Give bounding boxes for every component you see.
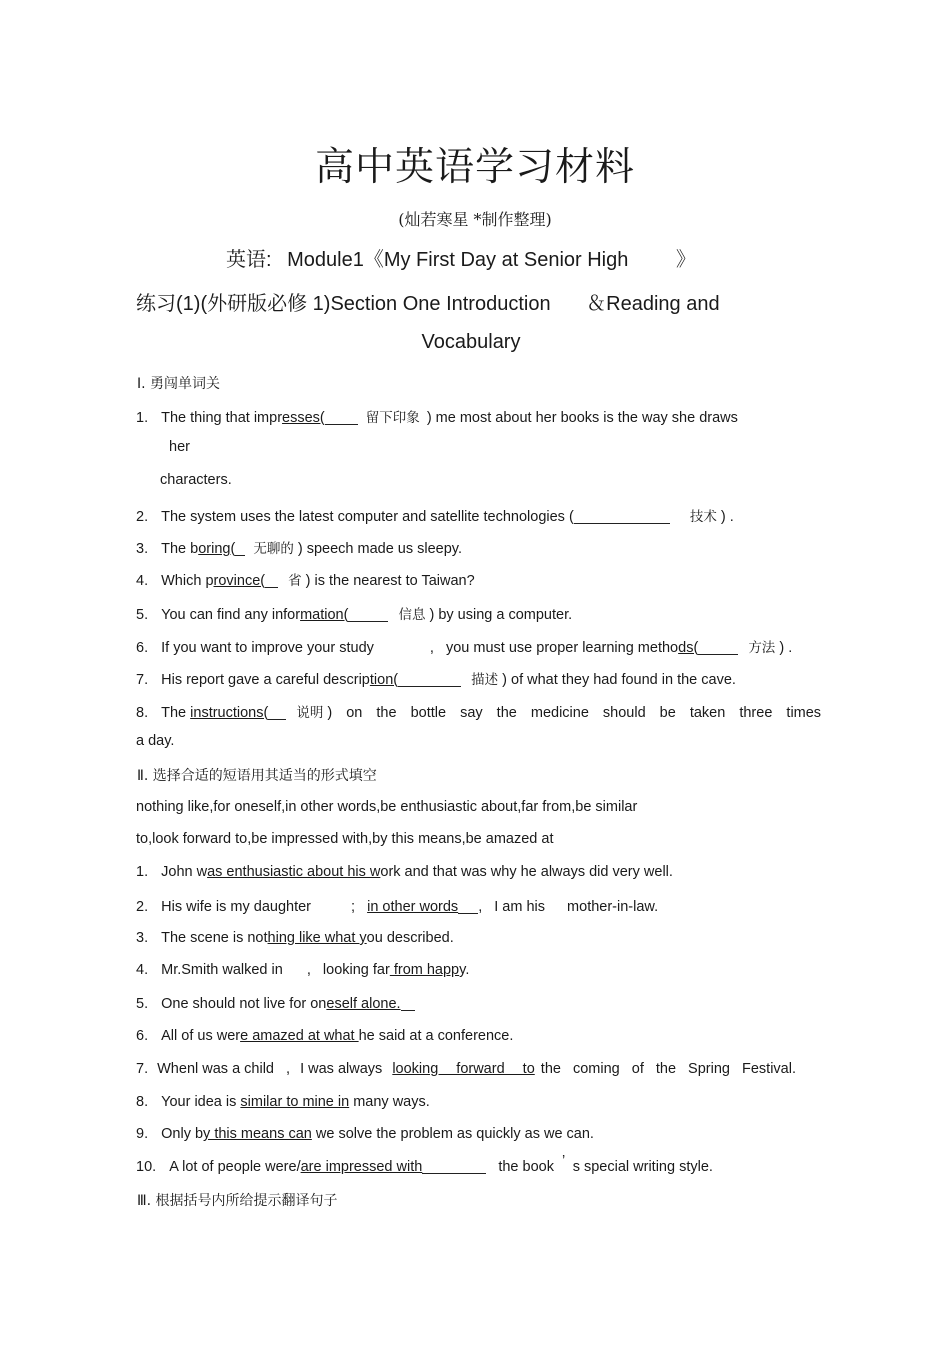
section-3-label: Ⅲ. 根据括号内所给提示翻译句子 — [137, 1193, 338, 1209]
s2-item-1: 1. John was enthusiastic about his work and that was why he always did very well. — [136, 864, 673, 880]
hint: 信息 — [398, 607, 426, 623]
blank-line — [422, 1158, 486, 1174]
heading-line-2 — [136, 287, 720, 316]
hint: 描述 — [471, 672, 499, 688]
answer-blank: esses( — [282, 410, 325, 426]
s2-item-3: 3. The scene is nothing like what you described. — [136, 930, 454, 946]
s2-item-6: 6. All of us were amazed at what he said at a conference. — [136, 1028, 514, 1044]
heading-prefix: 英语: — [226, 249, 272, 271]
blank-line — [235, 540, 245, 556]
hint: 省 — [288, 573, 302, 589]
s2-item-7: 7. Whenl was a child , I was always looking forward to the coming of the Spring Festival. — [136, 1061, 796, 1077]
heading-line-3: Vocabulary — [421, 331, 521, 353]
heading-module: Module1《My First Day at Senior High — [287, 249, 629, 271]
s1-item-8-cont: a day. — [136, 733, 175, 749]
s2-item-4: 4. Mr.Smith walked in , looking far from happy. — [136, 962, 470, 978]
blank-line — [401, 995, 415, 1011]
heading-close: 》 — [675, 249, 696, 271]
s1-item-7: 7. His report gave a careful description( 描述 ) of what they had found in the cave. — [136, 672, 736, 688]
heading-line-1 — [226, 243, 696, 272]
s2-item-10: 10. A lot of people were/are impressed with the book ’ s special writing style. — [136, 1153, 713, 1175]
hint: 无聊的 — [253, 541, 294, 557]
s1-item-1-cont2: characters. — [160, 472, 232, 488]
s1-item-6: 6. If you want to improve your study , you must use proper learning methods( 方法 ) . — [136, 640, 793, 656]
s2-item-9: 9. Only by this means can we solve the problem as quickly as we can. — [136, 1126, 594, 1142]
s1-item-1: 1. The thing that impresses( 留下印象 ) me most about her books is the way she draws — [136, 410, 738, 426]
blank-line — [265, 572, 278, 588]
blank-line — [398, 671, 461, 687]
heading-reading: ＆Reading and — [586, 293, 720, 315]
blank-line — [348, 606, 388, 622]
s2-item-5: 5. One should not live for oneself alone. — [136, 995, 415, 1012]
page-subtitle: (灿若寒星 *制作整理) — [398, 210, 552, 229]
hint: 说明 — [296, 705, 324, 721]
blank-line — [325, 409, 358, 425]
s1-item-8: 8. The instructions( 说明 ) on the bottle say the medicine should be taken three times — [136, 705, 822, 721]
hint: 留下印象 — [365, 410, 420, 426]
hint: 技术 — [689, 509, 717, 525]
blank-line — [574, 508, 670, 524]
page-title: 高中英语学习材料 — [314, 145, 635, 190]
section-2-label: Ⅱ. 选择合适的短语用其适当的形式填空 — [137, 768, 377, 784]
blank-line — [268, 704, 286, 720]
s1-item-2: 2. The system uses the latest computer and satellite technologies ( 技术 ) . — [136, 509, 734, 525]
s1-item-1-cont1: her — [169, 439, 190, 455]
s2-item-2: 2. His wife is my daughter ; in other words , I am his mother-in-law. — [136, 899, 659, 915]
s1-item-4: 4. Which province( 省 ) is the nearest to Taiwan? — [136, 573, 475, 589]
blank-line — [458, 898, 478, 914]
s2-item-8: 8. Your idea is similar to mine in many ways. — [136, 1094, 430, 1110]
phrase-bank-line-2: to,look forward to,be impressed with,by this means,be amazed at — [136, 831, 554, 847]
s1-item-5: 5. You can find any information( 信息 ) by using a computer. — [136, 607, 573, 623]
blank-line — [698, 639, 738, 655]
heading-exercise: 练习(1)(外研版必修 1)Section One Introduction — [136, 293, 551, 315]
section-1-label: Ⅰ. 勇闯单词关 — [137, 376, 221, 392]
s1-item-3: 3. The boring( 无聊的 ) speech made us sleepy. — [136, 541, 463, 557]
phrase-bank-line-1: nothing like,for oneself,in other words,be enthusiastic about,far from,be similar — [136, 799, 638, 815]
hint: 方法 — [748, 640, 776, 656]
